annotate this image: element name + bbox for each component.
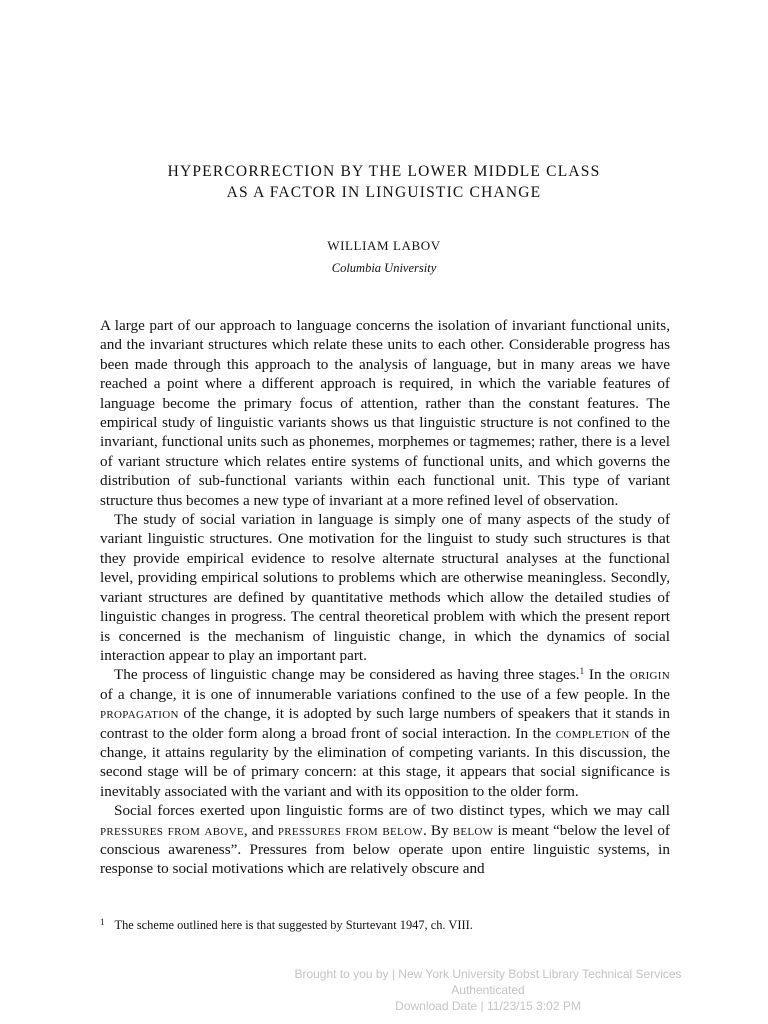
paragraph-3-text: In the [584,666,630,684]
footnote-mark: 1 [100,917,105,927]
paragraph-1: A large part of our approach to language concerns the isolation of invariant functional units, and the invariant structures which relate these units to each other. Considerable progress has been made through this approach to the analysis of language, but in many areas we have reached a point where a different approach is required, in which the variable features of language become the primary focus of attention, rather than the constant features. The empirical study of linguistic variants shows us that linguistic structure is not confined to the invariant, functional units such as phonemes, morphemes or tagmemes; rather, there is a level of variant structure which relates entire systems of functional units, and which governs the distribution of sub-functional variants within each functional unit. This type of variant structure thus becomes a new type of invariant at a more refined level of observation. [100,317,670,509]
paragraph-2: The study of social variation in language is simply one of many aspects of the study of variant linguistic structures. One motivation for the linguist to study such structures is that they provide empirical evidence to resolve alternate structural analyses at the functional level, providing empirical solutions to problems which are otherwise meaningless. Secondly, variant structures are defined by quantitative methods which allow the detailed studies of linguistic changes in progress. The central theoretical problem with which the present report is concerned is the mechanism of linguistic change, in which the dynamics of social interaction appear to play an important part. [100,511,670,664]
paragraph-3-text: of a change, it is one of innumerable variations confined to the use of a few people. In the [100,685,670,703]
article-body [100,316,670,879]
author-name: WILLIAM LABOV [327,238,441,253]
footnote-text: The scheme outlined here is that suggested by Sturtevant 1947, ch. VIII. [114,918,473,932]
term-pressures-from-below: pressures from below [277,821,423,839]
term-pressures-from-above: pressures from above [100,821,244,839]
watermark-download-date: Download Date | 11/23/15 3:02 PM [395,999,581,1013]
term-propagation: propagation [100,705,179,723]
paragraph-3 [100,665,670,801]
watermark-status: Authenticated [451,983,525,997]
paragraph-4-text: Social forces exerted upon linguistic forms are of two distinct types, which we may call [114,802,670,820]
article-title-line-1: HYPERCORRECTION BY THE LOWER MIDDLE CLASS [167,163,601,180]
watermark-provider: Brought to you by | New York University Bobst Library Technical Services [294,967,682,981]
article-title-line-2: AS A FACTOR IN LINGUISTIC CHANGE [226,184,542,201]
author-affiliation: Columbia University [331,261,437,275]
term-origin: origin [629,666,670,684]
paragraph-4-text: is meant “below the level of conscious awareness”. Pressures from below operate upon entire linguistic systems, in response to social motivations which are relatively obscure and [100,821,670,878]
footnote [100,914,670,933]
footnote-reference: 1 [579,666,585,677]
paragraph-4-text: . By [422,821,453,839]
paragraph-4-text: , and [243,821,278,839]
paragraph-4 [100,801,670,879]
paragraph-3-text: of the change, it is adopted by such large numbers of speakers that it stands in contrast to the older form along a broad front of social interaction. In the [100,705,670,742]
paragraph-3-text: The process of linguistic change may be considered as having three stages. [114,666,580,684]
paragraph-3-text: of the change, it attains regularity by the elimination of competing variants. In this discussion, the second stage will be of primary concern: at this stage, it appears that social significance is inevitably associated with the variant and with its opposition to the older form. [100,724,670,800]
download-watermark [268,966,708,1014]
term-completion: completion [555,724,630,742]
term-below: below [452,821,494,839]
